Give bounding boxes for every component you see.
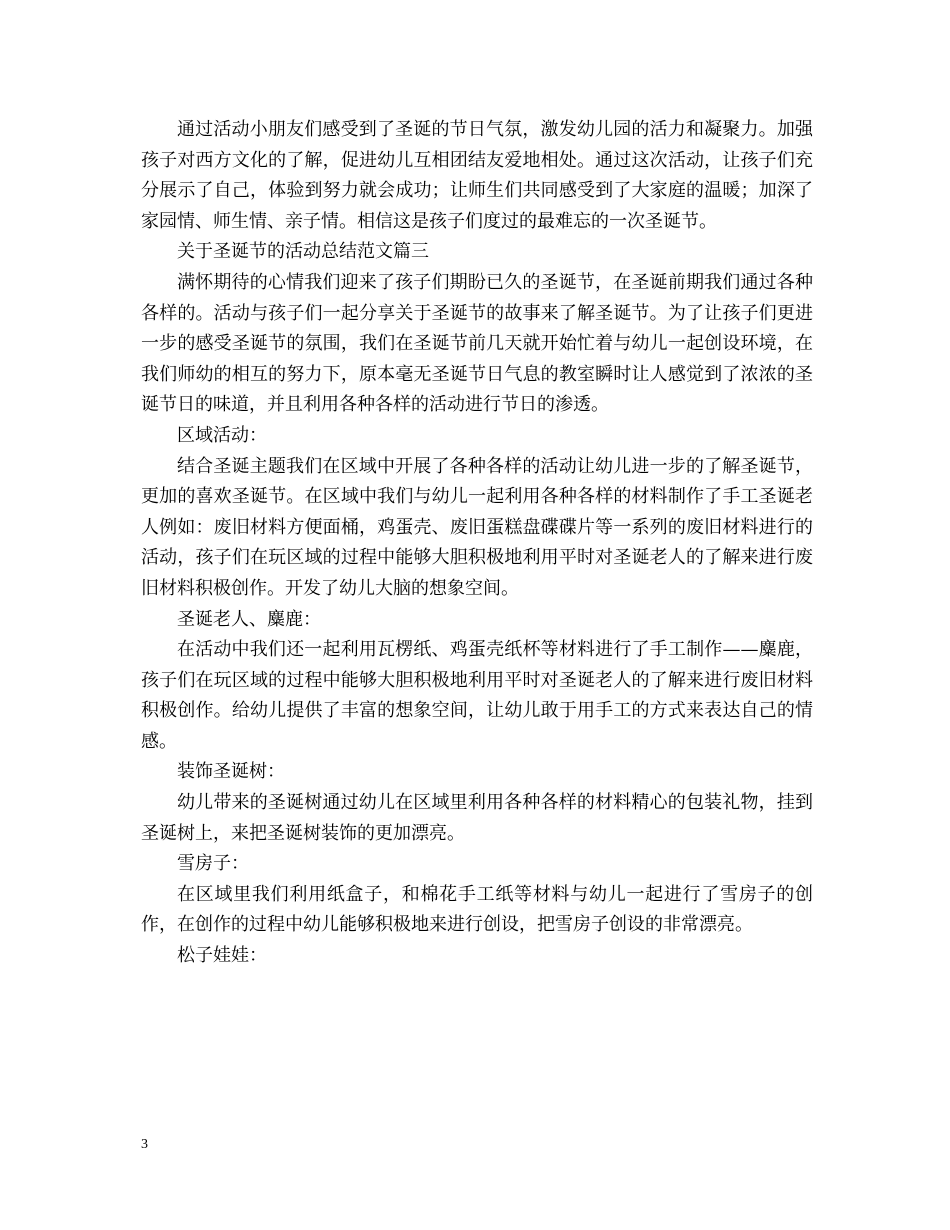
paragraph-area-activities: 结合圣诞主题我们在区域中开展了各种各样的活动让幼儿进一步的了解圣诞节，更加的喜欢圣诞节。在区域中我们与幼儿一起利用各种各样的材料制作了手工圣诞老人例如：废旧材料方便面桶，鸡蛋壳、废旧蛋糕盘碟碟片等一系列的废旧材料进行的活动，孩子们在玩区域的过程中能够大胆积极地利用平时对圣诞老人的了解来进行废旧材料积极创作。开发了幼儿大脑的想象空间。: [141, 455, 813, 599]
paragraph-introduction: 满怀期待的心情我们迎来了孩子们期盼已久的圣诞节，在圣诞前期我们通过各种各样的。活动与孩子们一起分享关于圣诞节的故事来了解圣诞节。为了让孩子们更进一步的感受圣诞节的氛围，我们在圣诞节前几天就开始忙着与幼儿一起创设环境，在我们师幼的相互的努力下，原本毫无圣诞节日气息的教室瞬时让人感觉到了浓浓的圣诞节日的味道，并且利用各种各样的活动进行节日的渗透。: [141, 271, 813, 416]
paragraph-snow-house: 在区域里我们利用纸盒子，和棉花手工纸等材料与幼儿一起进行了雪房子的创作，在创作的过程中幼儿能够积极地来进行创设，把雪房子创设的非常漂亮。: [141, 883, 813, 936]
subheading-snow-house: 雪房子：: [177, 853, 249, 875]
subheading-area-activities: 区域活动：: [177, 424, 267, 446]
paragraph-decorate-tree: 幼儿带来的圣诞树通过幼儿在区域里利用各种各样的材料精心的包装礼物，挂到圣诞树上，来把圣诞树装饰的更加漂亮。: [141, 792, 813, 844]
subheading-decorate-tree: 装饰圣诞树：: [177, 761, 285, 783]
subheading-santa-reindeer: 圣诞老人、麋鹿：: [177, 608, 321, 630]
page-number: 3: [141, 1137, 148, 1152]
document-body: [141, 115, 813, 972]
paragraph-santa-reindeer: 在活动中我们还一起利用瓦楞纸、鸡蛋壳纸杯等材料进行了手工制作——麋鹿，孩子们在玩区域的过程中能够大胆积极地利用平时对圣诞老人的了解来进行废旧材料积极创作。给幼儿提供了丰富的想象空间，让幼儿敢于用手工的方式来表达自己的情感。: [141, 639, 813, 752]
paragraph-summary: 通过活动小朋友们感受到了圣诞的节日气氛，激发幼儿园的活力和凝聚力。加强孩子对西方文化的了解，促进幼儿互相团结友爱地相处。通过这次活动，让孩子们充分展示了自己，体验到努力就会成功；让师生们共同感受到了大家庭的温暖；加深了家园情、师生情、亲子情。相信这是孩子们度过的最难忘的一次圣诞节。: [141, 119, 813, 232]
section-heading-part-three: 关于圣诞节的活动总结范文篇三: [177, 241, 429, 263]
subheading-pinecone-doll: 松子娃娃：: [177, 945, 267, 967]
